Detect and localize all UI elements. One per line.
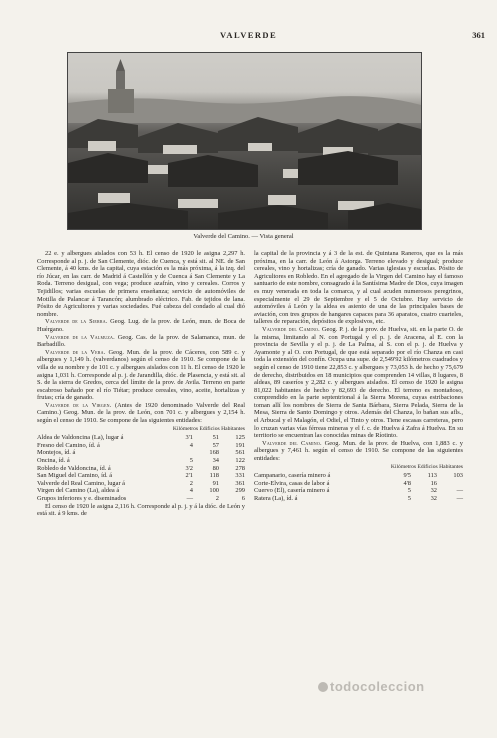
entry-valverde-del-camino-mun — [254, 440, 463, 463]
entry-valverde-de-la-valmuza — [37, 334, 245, 349]
entities-table-left — [37, 434, 245, 502]
table-row — [37, 449, 245, 457]
page-number: 361 — [472, 30, 485, 40]
table-cell-ed: 32 — [430, 487, 437, 495]
table-cell-km: 4 — [189, 441, 193, 449]
watermark-logo-icon — [318, 682, 328, 692]
table-cell-hab: 331 — [235, 472, 245, 480]
entry-head: Valverde del Camino. — [262, 325, 320, 333]
table-cell-name: Corte-Elvira, casas de labor á — [254, 479, 330, 487]
running-head: VALVERDE — [219, 30, 278, 40]
table-cell-ed: 168 — [209, 449, 219, 457]
table-cell-hab: — — [456, 495, 463, 502]
table-cell-km: 9'5 — [403, 472, 411, 480]
photo-caption: Valverde del Camino. — Vista general — [193, 233, 294, 240]
table-cell-hab: — — [456, 487, 463, 495]
table-cell-name: Valverde del Real Camino, lugar á — [37, 479, 126, 487]
table-cell-hab: 561 — [235, 449, 245, 457]
table-cell-ed: 100 — [209, 487, 219, 495]
table-row — [254, 480, 463, 488]
table-cell-name: Grupos inferiores y e. diseminados — [37, 495, 127, 502]
table-cell-hab: 122 — [235, 457, 245, 465]
table-row — [37, 487, 245, 495]
entry-valverde-del-camino-pj — [254, 326, 463, 440]
table-row — [254, 495, 463, 503]
entry-head: Valverde del Camino. — [262, 439, 322, 447]
entry-body: Geog. Mun. de la prov. de Huelva, con 1,883 c. y albergues y 7,461 h. según el censo de 1910. Se compone de las siguientes entidades: — [254, 439, 463, 463]
watermark — [318, 679, 425, 694]
table-cell-km: 5 — [407, 495, 411, 502]
table-cell-ed: 51 — [212, 434, 219, 442]
table-cell-km: 5 — [407, 487, 411, 495]
entry-head: Valverde de la Sierra. — [45, 318, 108, 326]
entry-body: Geog. Lug. de la prov. de León, mun. de Boca de Huérgano. — [37, 318, 246, 333]
table-row — [254, 487, 463, 495]
table-cell-hab: 191 — [235, 441, 245, 449]
table-cell-name: Ratera (La), íd. á — [254, 495, 298, 502]
table-cell-ed: 2 — [215, 495, 219, 502]
entities-table-right — [254, 472, 463, 502]
table-cell-hab: 125 — [235, 434, 245, 442]
table-cell-km: — — [186, 495, 193, 502]
watermark-text: todocoleccion — [330, 679, 425, 694]
table-cell-name: Montejos, íd. á — [37, 449, 76, 457]
right-paragraph: la capital de la provincia y á 3 de la est. de Quintana Raneros, que es la más próxima, en la carr. de León á Astorga. Terreno elevado y desigual; produce cereales, vino y hortalizas; cría de ganado. Varias iglesias y escuelas. Pósito de Agricultores en Robledo. En el agregado de la Virgen del Camino hay el famoso santuario de este nombre, consagrado á la Santísima Madre de Dios, cuya imagen es muy venerada en toda la comarca, y al cual acuden numerosos peregrinos, especialmente el 29 de Septiembre y el 5 de Octubre. Hay servicio de automóviles á León y la aldea es asiento de una de las principales bases de aviación, con tres grupos de hangares capaces para 36 aparatos, cuatro cuarteles, talleres de reparación, depósitos de explosivos, etc. — [254, 250, 463, 326]
table-cell-km: 4'8 — [403, 479, 411, 487]
table-cell-hab: 103 — [453, 472, 463, 480]
table-cell-name: Robledo de Valdoncina, íd. á — [37, 464, 111, 472]
table-cell-name: Oncina, íd. á — [37, 457, 70, 465]
table-cell-ed: 32 — [430, 495, 437, 502]
table-row — [37, 480, 245, 488]
entry-valverde-de-la-virgen — [37, 402, 245, 425]
entry-body: Geog. P. j. de la prov. de Huelva, sit. en la parte O. de la misma, limitando al N. con Portugal y el p. j. de Aracena, al E. con la provincia de Sevilla y el p. j. de La Palma, al S. con el p. j. de Huelva y Ayamonte y al O. con Portugal, de que está separado por el río Chanza en casi toda la extensión del confín. Ocupa una supe. de 2,549'92 kilómetros cuadrados y según el censo de 1910 tiene 22,853 c. y albergues y 73,053 h. de hecho y 75,679 de derecho, distribuidos en 18 municipios que comprenden 14 villas, 8 lugares, 8 aldeas, 89 caseríos y 2,282 c. y albergues aislados. El censo de 1920 le asigna 81,022 habitantes de hecho y 82,693 de derecho. El terreno es montañoso, comprendido en la parte septentrional á la Sierra Morena, cuyas estribaciones toman allí los nombres de Sierra de Santa Bárbara, Sierra Pelada, Sierra de la Mesa, Sierra de Santo Domingo y otros. Además del Chanza, lo bañan sus afls., el Arbucal y el Malagón, el Odiel, el Tinto y otros. Tiene escasas carreteras, pero lo cruzan varias vías férreas mineras y el f. c. de Huelva á Zafra á Huelva. En su territorio se encuentran las conocidas minas de Ríotinto. — [254, 325, 463, 440]
entry-body: Geog. Cas. de la prov. de Salamanca, mun. de Barbadillo. — [37, 333, 245, 349]
table-cell-name: Fresno del Camino, íd. á — [37, 441, 100, 449]
table-row — [37, 434, 245, 442]
table-cell-km: 2 — [189, 479, 193, 487]
table-cell-hab: 6 — [241, 495, 245, 502]
table-cell-hab: 361 — [235, 479, 245, 487]
entry-valverde-de-la-sierra — [37, 318, 245, 333]
left-paragraph-end: El censo de 1920 le asigna 2,116 h. Corresponde al p. j. y á la dióc. de León y está sit. á 9 kms. de — [37, 502, 245, 518]
town-photograph — [67, 52, 422, 230]
table-cell-ed: 16 — [430, 479, 437, 487]
table-cell-km: 3'2 — [185, 464, 193, 472]
table-cell-km: 2'1 — [185, 472, 193, 480]
table-cell-ed: 80 — [212, 464, 219, 472]
table-cell-name: Aldea de Valdoncina (La), lugar á — [37, 434, 124, 442]
entry-valverde-de-la-vera — [37, 349, 245, 402]
table-cell-name: San Miguel del Camino, íd. á — [37, 472, 113, 480]
table-row — [37, 495, 245, 503]
right-column — [254, 250, 463, 503]
table-header: Kilómetros Edificios Habitantes — [390, 463, 463, 470]
table-row — [37, 457, 245, 465]
table-cell-ed: 34 — [212, 457, 219, 465]
entry-head: Valverde de la Vera. — [45, 348, 106, 356]
entry-head: Valverde de la Virgen. — [45, 401, 112, 409]
entry-head: Valverde de la Valmuza. — [45, 333, 115, 341]
table-row — [37, 472, 245, 480]
table-cell-km: 4 — [189, 487, 193, 495]
table-cell-ed: 57 — [212, 441, 219, 449]
table-cell-name: Cuervo (El), casería minero á — [254, 487, 330, 495]
table-cell-name: Campanario, casería minero á — [254, 472, 331, 480]
entry-body: Geog. Mun. de la prov. de Cáceres, con 589 c. y albergues y 1,149 h. (valverdanos) según el censo de 1910. Se compone de la villa de su nombre y de 101 c. y albergues aislados con 11 h. El censo de 1920 le asigna 1,031 h. Corresponde al p. j. de Jarandilla, dióc. de Plasencia, y está sit. al S. de la sierra de Gredos, cerca del límite de la prov. de Avila. Terreno en parte escabroso bañado por el río Tiétar; produce cereales, vino, aceite, hortalizas y frutas; cría de ganado. — [37, 348, 245, 402]
table-cell-ed: 118 — [209, 472, 219, 480]
table-cell-ed: 113 — [427, 472, 437, 480]
table-cell-km: 3'1 — [185, 434, 193, 442]
town-illustration — [68, 53, 421, 229]
entry-body: (Antes de 1920 denominado Valverde del Real Camino.) Geog. Mun. de la prov. de León, con 701 c. y albergues y 2,154 h. según el censo de 1910. Se compone de las siguientes entidades: — [37, 401, 246, 425]
table-cell-hab: 278 — [235, 464, 245, 472]
table-cell-ed: 91 — [212, 479, 219, 487]
table-cell-km — [167, 449, 193, 457]
table-cell-hab: 299 — [235, 487, 245, 495]
table-cell-name: Virgen del Camino (La), aldea á — [37, 487, 120, 495]
table-row — [254, 472, 463, 480]
table-row — [37, 465, 245, 473]
table-row — [37, 442, 245, 450]
table-cell-hab — [437, 480, 463, 488]
left-column — [37, 250, 245, 518]
table-header: Kilómetros Edificios Habitantes — [172, 425, 245, 432]
left-paragraph: 22 e. y albergues aislados con 53 h. El censo de 1920 le asigna 2,297 h. Corresponde al p. j. de San Clemente, dióc. de Cuenca, y está sit. al NE. de San Clemente, á 40 kms. de la capital, cuya estación es la más próxima, á la izq. del río Júcar, en las carr. de Madrid á Castellón y de Cuenca á San Clemente y La Roda. Terreno desigual, con vega; produce azafrán, vino y cereales. Corros y Tejidillos; varias escuelas de primera enseñanza; servicio de automóviles de Motilla de Palancar á Tarancón; alumbrado eléctrico. Fab. de tejidos de lana. Pósito de Agricultores y varias sociedades. Fué cabeza del condado al cual dió nombre. — [37, 250, 245, 318]
table-cell-km: 5 — [189, 457, 193, 465]
